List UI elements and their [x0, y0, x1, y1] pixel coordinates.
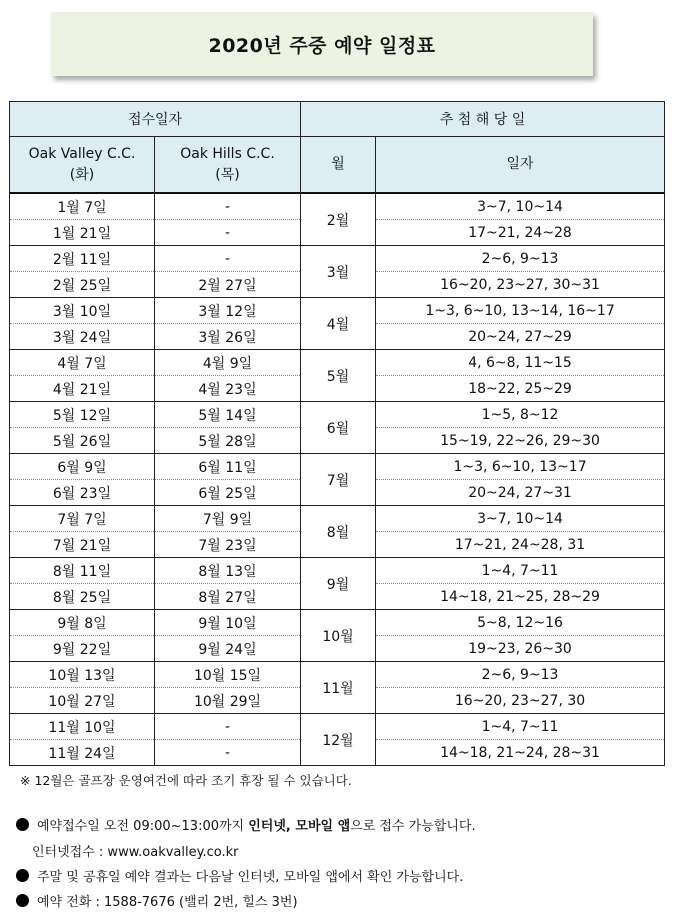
- month-header: 월: [301, 137, 376, 194]
- oak-valley-date: 1월 7일: [10, 193, 155, 220]
- bullet-reception: [16, 815, 476, 834]
- schedule-row: [10, 714, 665, 740]
- dates-header: 일자: [376, 137, 665, 194]
- oak-hills-header: [155, 137, 301, 194]
- lottery-month: 6월: [301, 402, 376, 454]
- oak-valley-header: [10, 137, 155, 194]
- lottery-month: 9월: [301, 558, 376, 610]
- lottery-dates: 3~7, 10~14: [376, 506, 665, 532]
- oak-valley-date: 5월 12일: [10, 402, 155, 428]
- lottery-dates: 17~21, 24~28: [376, 220, 665, 246]
- lottery-dates: 20~24, 27~31: [376, 480, 665, 506]
- december-note: ※ 12월은 골프장 운영여건에 따라 조기 휴장 될 수 있습니다.: [20, 773, 352, 788]
- bullet-weekend-text: 주말 및 공휴일 예약 결과는 다음날 인터넷, 모바일 앱에서 확인 가능합니다.: [37, 870, 464, 885]
- lottery-dates: 5~8, 12~16: [376, 610, 665, 636]
- bullet-phone-text: 예약 전화 : 1588-7676 (밸리 2번, 힐스 3번): [37, 895, 298, 910]
- oak-hills-date: 6월 11일: [155, 454, 301, 480]
- bullet-reception-text: [37, 815, 476, 834]
- oak-valley-date: 8월 11일: [10, 558, 155, 584]
- oak-hills-date: -: [155, 193, 301, 220]
- oak-valley-date: 7월 21일: [10, 532, 155, 558]
- oak-valley-date: 6월 23일: [10, 480, 155, 506]
- oak-valley-date: 3월 24일: [10, 324, 155, 350]
- lottery-dates: 16~20, 23~27, 30: [376, 688, 665, 714]
- oak-hills-date: 10월 15일: [155, 662, 301, 688]
- oak-hills-date: 8월 13일: [155, 558, 301, 584]
- lottery-dates: 15~19, 22~26, 29~30: [376, 428, 665, 454]
- page-title-box: [51, 12, 593, 76]
- lottery-dates: 2~6, 9~13: [376, 662, 665, 688]
- schedule-row: [10, 610, 665, 636]
- schedule-row: [10, 350, 665, 376]
- schedule-table: [9, 101, 665, 766]
- lottery-dates: 1~4, 7~11: [376, 558, 665, 584]
- lottery-dates: 1~4, 7~11: [376, 714, 665, 740]
- oak-hills-date: 3월 12일: [155, 298, 301, 324]
- lottery-month: 10월: [301, 610, 376, 662]
- schedule-body: [10, 193, 665, 766]
- oak-valley-date: 5월 26일: [10, 428, 155, 454]
- lottery-dates: 1~3, 6~10, 13~14, 16~17: [376, 298, 665, 324]
- oak-hills-date: 5월 14일: [155, 402, 301, 428]
- oak-hills-date: -: [155, 220, 301, 246]
- oak-valley-date: 9월 8일: [10, 610, 155, 636]
- oak-valley-date: 4월 21일: [10, 376, 155, 402]
- bullet-phone: [16, 891, 298, 910]
- oak-valley-date: 9월 22일: [10, 636, 155, 662]
- lottery-month: 2월: [301, 193, 376, 246]
- lottery-month: 8월: [301, 506, 376, 558]
- lottery-dates: 20~24, 27~29: [376, 324, 665, 350]
- page-title: 2020년 주중 예약 일정표: [208, 34, 436, 57]
- lottery-month: 5월: [301, 350, 376, 402]
- schedule-row: [10, 402, 665, 428]
- lottery-dates: 1~3, 6~10, 13~17: [376, 454, 665, 480]
- bullet-weekend: [16, 866, 463, 885]
- oak-valley-date: 10월 27일: [10, 688, 155, 714]
- oak-valley-date: 10월 13일: [10, 662, 155, 688]
- schedule-row: [10, 662, 665, 688]
- oak-hills-date: 3월 26일: [155, 324, 301, 350]
- schedule-row: [10, 454, 665, 480]
- oak-valley-date: 3월 10일: [10, 298, 155, 324]
- lottery-dates: 19~23, 26~30: [376, 636, 665, 662]
- oak-hills-date: 8월 27일: [155, 584, 301, 610]
- lottery-month: 11월: [301, 662, 376, 714]
- oak-hills-date: 10월 29일: [155, 688, 301, 714]
- oak-valley-date: 1월 21일: [10, 220, 155, 246]
- oak-hills-date: -: [155, 246, 301, 272]
- bullet-reception-pre: 예약접수일 오전 09:00~13:00까지: [37, 819, 249, 834]
- oak-hills-date: 4월 9일: [155, 350, 301, 376]
- oak-hills-date: 2월 27일: [155, 272, 301, 298]
- lottery-month: 4월: [301, 298, 376, 350]
- schedule-row: [10, 193, 665, 220]
- bullet-dot-icon: [16, 869, 29, 882]
- oak-hills-date: 9월 24일: [155, 636, 301, 662]
- oak-hills-day: (목): [215, 166, 240, 183]
- oak-valley-date: 8월 25일: [10, 584, 155, 610]
- schedule-row: [10, 558, 665, 584]
- oak-hills-date: 6월 25일: [155, 480, 301, 506]
- schedule-row: [10, 298, 665, 324]
- schedule-row: [10, 246, 665, 272]
- lottery-dates: 16~20, 23~27, 30~31: [376, 272, 665, 298]
- oak-hills-date: -: [155, 714, 301, 740]
- bullet-dot-icon: [16, 894, 29, 907]
- lottery-dates: 14~18, 21~24, 28~31: [376, 740, 665, 766]
- oak-valley-name: Oak Valley C.C.: [28, 145, 136, 162]
- oak-valley-day: (화): [69, 166, 95, 183]
- internet-url: 인터넷접수 : www.oakvalley.co.kr: [32, 845, 239, 860]
- oak-valley-date: 2월 11일: [10, 246, 155, 272]
- bullet-reception-channels: 인터넷, 모바일 앱: [248, 819, 351, 834]
- lottery-dates: 1~5, 8~12: [376, 402, 665, 428]
- oak-valley-date: 6월 9일: [10, 454, 155, 480]
- lottery-month: 7월: [301, 454, 376, 506]
- schedule-row: [10, 506, 665, 532]
- reception-header: 접수일자: [10, 102, 301, 137]
- lottery-dates: 18~22, 25~29: [376, 376, 665, 402]
- oak-hills-date: 5월 28일: [155, 428, 301, 454]
- oak-valley-date: 2월 25일: [10, 272, 155, 298]
- oak-hills-date: 7월 9일: [155, 506, 301, 532]
- lottery-month: 3월: [301, 246, 376, 298]
- bullet-dot-icon: [16, 818, 29, 831]
- oak-hills-date: 7월 23일: [155, 532, 301, 558]
- oak-hills-name: Oak Hills C.C.: [180, 145, 275, 162]
- lottery-dates: 17~21, 24~28, 31: [376, 532, 665, 558]
- lottery-dates: 14~18, 21~25, 28~29: [376, 584, 665, 610]
- lottery-dates: 4, 6~8, 11~15: [376, 350, 665, 376]
- lottery-month: 12월: [301, 714, 376, 766]
- oak-valley-date: 4월 7일: [10, 350, 155, 376]
- lottery-dates: 3~7, 10~14: [376, 193, 665, 220]
- oak-valley-date: 7월 7일: [10, 506, 155, 532]
- bullet-reception-post: 으로 접수 가능합니다.: [350, 819, 476, 834]
- oak-valley-date: 11월 10일: [10, 714, 155, 740]
- lottery-dates: 2~6, 9~13: [376, 246, 665, 272]
- oak-hills-date: 9월 10일: [155, 610, 301, 636]
- oak-valley-date: 11월 24일: [10, 740, 155, 766]
- oak-hills-date: 4월 23일: [155, 376, 301, 402]
- oak-hills-date: -: [155, 740, 301, 766]
- lottery-header: 추 첨 해 당 일: [301, 102, 665, 137]
